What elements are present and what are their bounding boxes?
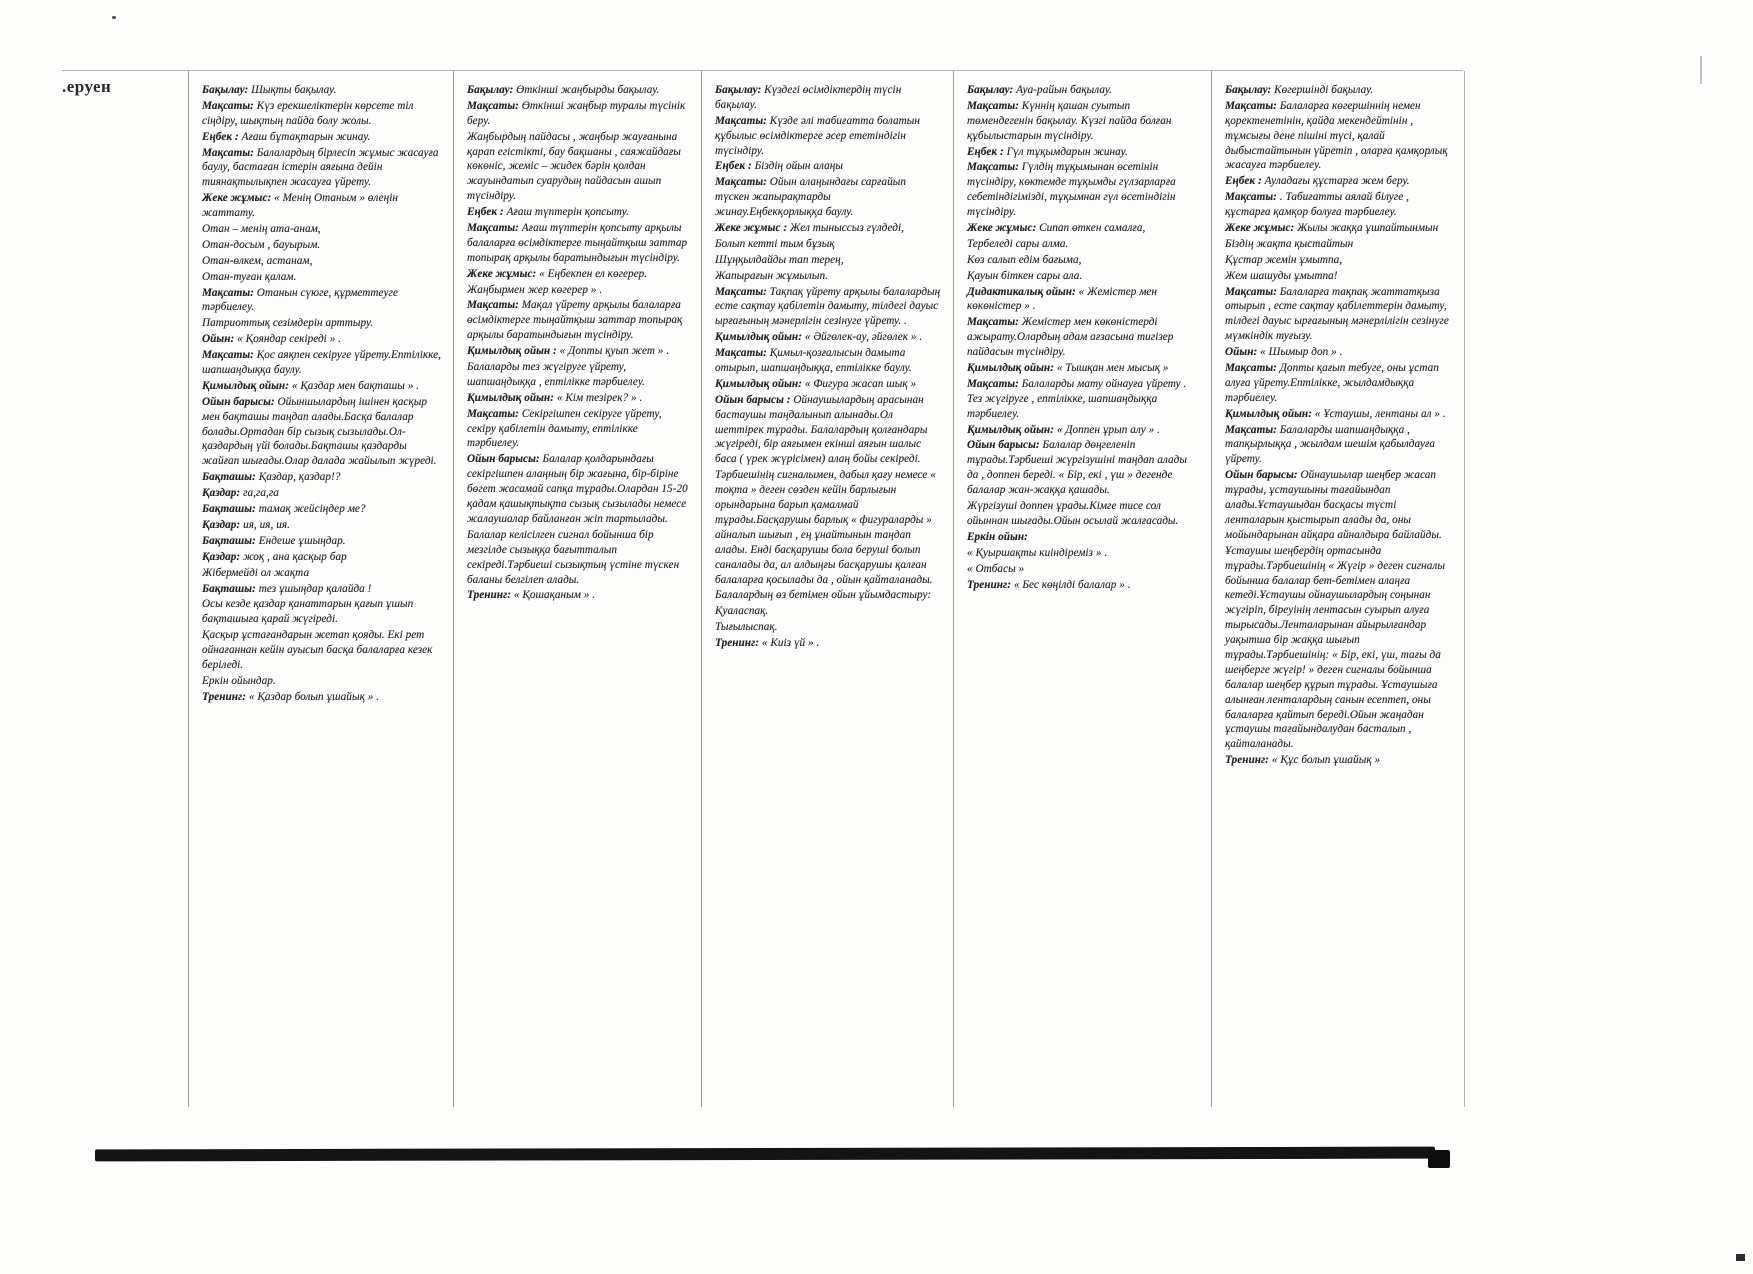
column-day-1 <box>188 71 453 1107</box>
paragraph: Жеке жұмыс: « Менің Отаным » өлеңін жаттату. <box>202 192 399 220</box>
paragraph: Отан – менің ата-анам, <box>202 223 321 236</box>
paragraph: Мақсаты: Күзде әлі табиғатта болатын құбылыс өсімдіктерге әсер ететіндігін түсіндіру. <box>715 114 920 157</box>
paragraph: Бақташы: тамақ жейсіңдер ме? <box>202 503 366 516</box>
lesson-plan-table <box>62 71 1463 1107</box>
paragraph: Ұстаушы шеңбердің ортасында тұрады.Тәрбиешінің « Жүгір » деген сигналы бойынша балалар бет-бетімен алаңға кетеді.Ұстаушы ойнаушылардың соңынан жүгіріп, біреуінің лентасын суырып алуға тырысады.Ленталарынан айырылғандар уақытша бір жаққа шығып тұрады.Тәрбиешінің: « Бір, екі, үш, тағы да шеңберге жүгір! » деген сигналы бойынша балалар шеңбер құрып тұрады. Ұстаушыға алынған ленталардың санын есептеп, оны балаларға қайтып береді.Ойын жаңадан ұстаушы тағайындалудан басталып , қайталанады. <box>1225 544 1445 751</box>
paragraph: Мақсаты: Жемістер мен көкөністерді ажырату.Олардың адам ағзасына тигізер пайдасын түсіндіру. <box>967 316 1174 359</box>
paragraph: Мақсаты: Күннің қашан суытып төмендегенін бақылау. Күзгі пайда болған құбылыстарын түсіндіру. <box>967 99 1172 142</box>
paragraph: Жаңбырдың пайдасы , жаңбыр жауғанына қарап егістікті, бау бақшаны , саяжайдағы көкөніс, жеміс – жидек бәрін қолдан жауындатып суарудың пайдасын ашып түсіндіру. <box>467 130 681 203</box>
paragraph: Қасқыр ұстағандарын жетап қояды. Екі рет ойнағаннан кейін ауысып басқа балаларға кезек беріледі. <box>202 629 433 671</box>
paragraph: Мақсаты: Қимыл-қозғалысын дамыта отырып, шапшаңдыққа, ептілікке баулу. <box>715 347 912 375</box>
paragraph: Бақылау: Ауа-райын бақылау. <box>967 84 1113 96</box>
paragraph: Бақылау: Өткінші жаңбырды бақылау. <box>467 84 660 96</box>
paragraph: Патриоттық сезімдерін арттыру. <box>202 317 374 330</box>
paragraph: Тербеледі сары алма. <box>967 237 1069 250</box>
paragraph: Қаздар: жоқ , ана қасқыр бар <box>202 550 347 563</box>
paragraph: Мақсаты: Тақпақ үйрету арқылы балалардың есте сақтау қабілетін дамыту, тілдегі дауыс ырғағының мәнерлігін сезінуге үйрету. . <box>715 285 941 328</box>
paragraph: Мақсаты: Балалардың бірлесіп жұмыс жасауға баулу, бастаған істерін аяғына дейін тиянақтылықпен жасауға үйрету. <box>202 146 439 189</box>
paragraph: Жеке жұмыс : Жел тыныссыз гүлдеді, <box>715 222 904 235</box>
scan-bottom-bar <box>95 1147 1435 1162</box>
column-day-5 <box>1211 71 1465 1107</box>
scan-edge-tick <box>1700 56 1702 84</box>
paragraph: Ойын барысы: Ойнаушылар шеңбер жасап тұрады, ұстаушыны тағайындап алады.Ұстаушыдан басқасы түсті ленталарын қыстырып алады да, оны мойындарынан айқара айналдыра байлайды. <box>1225 469 1442 541</box>
paragraph: Бақылау: Шықты бақылау. <box>202 84 337 96</box>
paragraph: Бақташы: Қаздар, қаздар!? <box>202 471 341 484</box>
paragraph: Ойын: « Шымыр доп » . <box>1225 346 1343 359</box>
paragraph: Ойын барысы: Балалар дөңгеленіп тұрады.Тәрбиеші жүргізушіні таңдап алады да , доппен береді. « Бір, екі , үш » дегенде балалар жан-жаққа қашады. <box>967 439 1187 497</box>
paragraph: Қимылдық ойын: « Әйгөлек-ау, әйгөлек » . <box>715 331 923 344</box>
paragraph: Қимылдық ойын: « Ұстаушы, лентаны ал » . <box>1225 407 1446 420</box>
paragraph: Еркін ойын: <box>967 530 1028 543</box>
paragraph: « Отбасы » <box>967 562 1025 575</box>
paragraph: Жеке жұмыс: « Еңбекпен ел көгерер. <box>467 267 648 280</box>
paragraph: Бақташы: тез ұшыңдар қалайда ! <box>202 582 372 595</box>
paragraph: Мақсаты: . Табиғатты аялай білуге , құстарға қамқор болуға тәрбиелеу. <box>1225 191 1409 219</box>
scan-speck <box>112 16 116 19</box>
paragraph: Қимылдық ойын: « Фигура жасап шық » <box>715 377 917 390</box>
paragraph: Еңбек : Ағаш түптерін қопсыту. <box>467 206 629 219</box>
paragraph: Мақсаты: Қос аяқпен секіруге үйрету.Ептілікке, шапшаңдыққа баулу. <box>202 349 442 377</box>
paragraph: Тығылыспақ. <box>715 621 778 634</box>
paragraph: Еңбек : Ауладағы құстарға жем беру. <box>1225 175 1410 188</box>
paragraph: Еңбек : Ағаш бұтақтарын жинау. <box>202 130 371 143</box>
paragraph: Мақсаты: Балаларға көгершіннің немен қоректенетінін, қайда мекендейтінін , тұмсығы дене пішіні түсі, қалай дыбыстайтынын үйретіп , оларға қамқорлық жасауға тәрбиелеу. <box>1225 99 1448 172</box>
scan-bottom-blob <box>1428 1150 1450 1168</box>
column-day-3 <box>701 71 953 1107</box>
paragraph: Мақсаты: Балаларды шапшаңдыққа , тапқырлыққа , жылдам шешім қабылдауға үйрету. <box>1225 423 1436 466</box>
paragraph: Қимылдық ойын: « Доппен ұрып алу » . <box>967 423 1160 436</box>
paragraph: Болып кетті тым бұзық <box>715 237 835 250</box>
paragraph: Балалардың өз бетімен ойын ұйымдастыру: <box>715 589 932 602</box>
paragraph: Дидактикалық ойын: « Жемістер мен көкөністер » . <box>967 285 1158 313</box>
paragraph: Жаңбырмен жер көгерер » . <box>467 283 603 296</box>
paragraph: « Қуыршақты киіндіреміз » . <box>967 546 1108 559</box>
paragraph: Жібермейді ол жақта <box>202 566 310 579</box>
paragraph: Мақсаты: Өткінші жаңбыр туралы түсінік беру. <box>467 99 686 127</box>
paragraph: Бақылау: Күздегі өсімдіктердің түсін бақылау. <box>715 84 902 111</box>
paragraph: Жем шашуды ұмытпа! <box>1225 269 1338 282</box>
paragraph: Мақсаты: Допты қағып тебуге, оны ұстап алуға үйрету.Ептілікке, жылдамдыққа тәрбиелеу. <box>1225 362 1439 404</box>
paragraph: Отан-өлкем, астанам, <box>202 254 313 267</box>
column-day-2 <box>453 71 701 1107</box>
paragraph: Тәрбиешінің сигналымен, дабыл қағу немесе « тоқта » деген сөзден кейін барлығын орындарына барып қамалмай тұрады.Басқарушы барлық « фигураларды » айналып шығып , ең ұнайтынын таңдап алады. Енді басқарушы бола беруші болып саналады да, ал алдыңғы басқарушы қалған балаларға қосылады да , ойын қайталанады. <box>715 469 936 586</box>
paragraph: Қаздар: га,га,га <box>202 487 279 500</box>
paragraph: Мақсаты: Мақал үйрету арқылы балаларға өсімдіктерге тыңайтқыш заттар топырақ арқылы баратындығын түсіндіру. <box>467 299 683 342</box>
paragraph: Қимылдық ойын: « Қаздар мен бақташы » . <box>202 379 420 392</box>
paragraph: Мақсаты: Отанын сүюге, құрметтеуге тәрбиелеу. <box>202 286 398 314</box>
paragraph: Қуаласпақ. <box>715 605 769 618</box>
paragraph: Шұңқылдайды тап терең, <box>715 253 844 266</box>
paragraph: Мақсаты: Балаларға тақпақ жаттатқыза отырып , есте сақтау қабілеттерін дамыту, тілдегі дауыс ырғағының мәнерлілігін сезінуге мүмкіндік туғызу. <box>1225 285 1449 343</box>
paragraph: Отан-досым , бауырым. <box>202 238 321 251</box>
paragraph: Қимылдық ойын: « Кім тезірек? » . <box>467 391 643 404</box>
paragraph: Ойын барысы : Ойнаушылардың арасынан бастаушы таңдалынып алынады.Ол шеттірек тұрады. Балалардың қолғандары жүгіреді, бір аяғымен екінші аяғын шалыс баса ( үрек жүрісімен) алаң бойы секіреді. <box>715 393 928 466</box>
paragraph: Отан-туған қалам. <box>202 270 297 283</box>
paragraph: Тренинг: « Құс болып ұшайық » <box>1225 754 1381 767</box>
paragraph: Қауын біткен сары ала. <box>967 269 1083 282</box>
paragraph: Қимылдық ойын : « Допты қуып жет » . <box>467 345 670 358</box>
paragraph: Тренинг: « Қаздар болып ұшайық » . <box>202 690 380 703</box>
paragraph: Мақсаты: Гүлдің тұқымынан өсетінін түсіндіру, көктемде тұқымды гүлзарларға себетіндігімізді, тұқымнан гүл өсетіндігін түсіндіру. <box>967 161 1176 219</box>
paragraph: Бақташы: Ендеше ұшыңдар. <box>202 534 346 547</box>
paragraph: Тренинг: « Бес көңілді балалар » . <box>967 578 1131 591</box>
paragraph: Осы кезде қаздар қанаттарын қағып ұшып бақташыға қарай жүгіреді. <box>202 598 414 626</box>
paragraph: Еңбек : Гүл тұқымдарын жинау. <box>967 145 1128 158</box>
paragraph: Қаздар: ия, ия, ия. <box>202 518 290 531</box>
paragraph: Көз салып едім бағыма, <box>967 253 1082 266</box>
paragraph: Ойын: « Қояндар секіреді » . <box>202 333 342 346</box>
paragraph: Мақсаты: Ағаш түптерін қопсыту арқылы балаларға өсімдіктерге тыңайтқыш заттар топырақ арқылы баратындығын түсіндіру. <box>467 222 688 264</box>
column-day-4 <box>953 71 1211 1107</box>
paragraph: Тренинг: « Киіз үй » . <box>715 637 820 650</box>
paragraph: Еркін ойындар. <box>202 674 276 687</box>
paragraph: Балаларды тез жүгіруге үйрету, шапшаңдыққа , ептілікке тәрбиелеу. <box>467 361 646 388</box>
paragraph: Тренинг: « Қошақаным » . <box>467 589 596 602</box>
paragraph: Ойын барысы: Ойыншылардың ішінен қасқыр мен бақташы таңдап алады.Басқа балалар болады.Ортадан бір сызық сызылады.Ол-қаздардың үйі болады.Бақташы қаздарды жайғап шығады.Олар далада жайылып жүреді. <box>202 395 437 468</box>
paragraph: Мақсаты: Күз ерекшеліктерін көрсете тіл сіңдіру, шықтың пайда болу жолы. <box>202 99 414 127</box>
paragraph: Жеке жұмыс: Сипап өткен самалға, <box>967 222 1146 235</box>
scan-corner-speck <box>1736 1254 1745 1261</box>
paragraph: Балалар келісілген сигнал бойынша бір мезгілде сызыққа бағытталып секіреді.Тәрбиеші сызықтың үстіне түскен баланы белгілеп алады. <box>467 528 680 586</box>
paragraph: Бақылау: Көгершінді бақылау. <box>1225 84 1374 96</box>
paragraph: Қимылдық ойын: « Тышқан мен мысық » <box>967 362 1169 375</box>
row-label-walk: .еруен <box>62 77 112 96</box>
paragraph: Жапырағын жұмылып. <box>715 269 828 282</box>
paragraph: Біздің жақта қыстайтын <box>1225 237 1354 250</box>
paragraph: Еңбек : Біздің ойын алаңы <box>715 160 843 173</box>
paragraph: Жеке жұмыс: Жылы жаққа ұшпайтынмын <box>1225 222 1439 235</box>
paragraph: Мақсаты: Балаларды мату ойнауға үйрету . Тез жүгіруге , ептілікке, шапшаңдыққа тәрбиелеу. <box>967 377 1187 420</box>
paragraph: Жүргізуші доппен ұрады.Кімге тисе сол ойыннан шығады.Ойын осылай жалғасады. <box>967 500 1179 527</box>
paragraph: Ойын барысы: Балалар қолдарындағы секіргішпен алаңның бір жағына, бір-біріне бөгет жасамай сапқа тұрады.Олардан 15-20 қадам қашықтықта сызық сызылады немесе жалаушалар байланған жіп тартылады. <box>467 453 688 525</box>
paragraph: Құстар жемін ұмытпа, <box>1225 253 1343 266</box>
paragraph: Мақсаты: Секіргішпен секіруге үйрету, секіру қабілетін дамыту, ептілікке тәрбиелеу. <box>467 407 662 450</box>
paragraph: Мақсаты: Ойын алаңындағы сарғайып түскен жапырақтарды жинау.Еңбекқорлыққа баулу. <box>715 176 907 219</box>
